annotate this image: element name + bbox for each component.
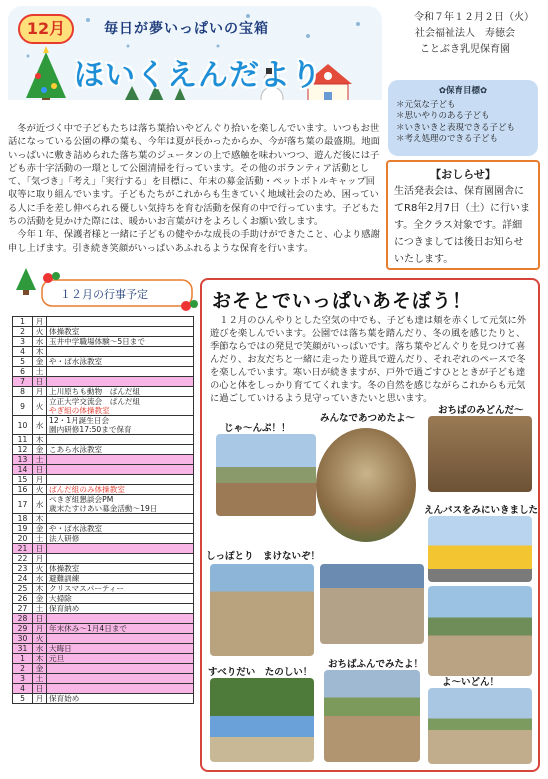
snow-ground xyxy=(8,100,382,116)
jumping-photo xyxy=(216,434,316,516)
event-text: 法人研修 xyxy=(49,534,80,543)
event-description xyxy=(47,544,194,554)
event-weekday: 日 xyxy=(33,377,47,387)
event-day: 12 xyxy=(13,445,33,455)
event-description xyxy=(47,624,194,634)
event-day: 3 xyxy=(13,674,33,684)
event-description xyxy=(47,475,194,485)
event-row xyxy=(13,574,194,584)
park-play-photo xyxy=(428,586,532,676)
event-row xyxy=(13,644,194,654)
event-weekday: 土 xyxy=(33,534,47,544)
event-row xyxy=(13,674,194,684)
event-weekday: 日 xyxy=(33,544,47,554)
event-day: 10 xyxy=(13,416,33,435)
event-day: 17 xyxy=(13,495,33,514)
event-day: 19 xyxy=(13,524,33,534)
event-row xyxy=(13,594,194,604)
article-title: おそとでいっぱいあそぼう！ xyxy=(212,290,473,312)
photo-caption: すべりだい たのしい！ xyxy=(208,667,313,678)
event-row xyxy=(13,465,194,475)
event-weekday: 火 xyxy=(33,634,47,644)
event-weekday: 月 xyxy=(33,554,47,564)
event-description xyxy=(47,694,194,704)
event-row xyxy=(13,514,194,524)
notice-box xyxy=(386,160,540,270)
event-row xyxy=(13,684,194,694)
event-description xyxy=(47,435,194,445)
slide-photo xyxy=(210,678,314,762)
event-text: や・ぱ水泳教室 xyxy=(49,524,103,533)
event-description xyxy=(47,654,194,664)
event-description xyxy=(47,445,194,455)
event-description xyxy=(47,684,194,694)
event-description xyxy=(47,534,194,544)
event-text: ぱんだ組のみ体操教室 xyxy=(49,485,125,494)
event-row xyxy=(13,455,194,465)
goal-item: ＊思いやりのある子ども xyxy=(396,111,490,121)
event-text: こあら水泳教室 xyxy=(49,445,103,454)
event-text: 上川原ちも動物 ぱんだ組 xyxy=(49,387,141,396)
event-weekday: 金 xyxy=(33,664,47,674)
event-description xyxy=(47,495,194,514)
event-weekday: 木 xyxy=(33,584,47,594)
intro-paragraph: 今年１年、保護者様と一緒に子どもの健やかな成長の手助けができたこと、心より感謝申し上げます。引き続き笑顔がいっぱいあふれるような保育を行います。 xyxy=(8,229,380,254)
playground-photo xyxy=(320,564,424,644)
event-weekday: 月 xyxy=(33,387,47,397)
photo-caption: おちばのみどんだ～ xyxy=(438,405,524,416)
event-row xyxy=(13,554,194,564)
event-text: 12・1月誕生日会 xyxy=(49,416,110,425)
event-day: 8 xyxy=(13,387,33,397)
event-row xyxy=(13,664,194,674)
event-weekday: 土 xyxy=(33,455,47,465)
event-row xyxy=(13,485,194,495)
event-weekday: 木 xyxy=(33,347,47,357)
event-text: 体操教室 xyxy=(49,564,80,573)
event-day: 1 xyxy=(13,317,33,327)
event-row xyxy=(13,694,194,704)
issuer-block xyxy=(390,10,540,58)
school-bus-photo xyxy=(428,516,532,582)
events-title: １２月の行事予定 xyxy=(60,288,148,301)
event-weekday: 金 xyxy=(33,594,47,604)
event-weekday: 火 xyxy=(33,485,47,495)
event-day: 28 xyxy=(13,614,33,624)
event-weekday: 火 xyxy=(33,397,47,416)
event-day: 2 xyxy=(13,327,33,337)
event-day: 11 xyxy=(13,435,33,445)
event-description xyxy=(47,524,194,534)
event-text: 避難訓練 xyxy=(49,574,80,583)
event-row xyxy=(13,347,194,357)
event-text: 立正大学交流会 ぱんだ組 xyxy=(49,397,141,406)
leaf-pile-photo xyxy=(316,428,416,542)
event-text: 体操教室 xyxy=(49,327,80,336)
event-description xyxy=(47,317,194,327)
event-text: 保育納め xyxy=(49,604,80,613)
event-weekday: 火 xyxy=(33,327,47,337)
event-row xyxy=(13,337,194,347)
leaf-stomp-photo xyxy=(324,670,420,762)
event-description xyxy=(47,455,194,465)
event-weekday: 月 xyxy=(33,694,47,704)
event-text: 大晦日 xyxy=(49,644,72,653)
event-description xyxy=(47,397,194,416)
photo-caption: おちばふんでみたよ！ xyxy=(328,659,424,670)
event-description xyxy=(47,564,194,574)
event-description xyxy=(47,554,194,564)
event-description xyxy=(47,465,194,475)
event-description xyxy=(47,634,194,644)
event-day: 20 xyxy=(13,534,33,544)
event-weekday: 金 xyxy=(33,357,47,367)
event-row xyxy=(13,624,194,634)
photo-caption: よ～いどん！ xyxy=(442,677,500,688)
event-weekday: 日 xyxy=(33,614,47,624)
event-description xyxy=(47,664,194,674)
event-row xyxy=(13,327,194,337)
event-weekday: 月 xyxy=(33,475,47,485)
event-weekday: 土 xyxy=(33,604,47,614)
event-day: 24 xyxy=(13,574,33,584)
event-day: 30 xyxy=(13,634,33,644)
outdoor-play-article xyxy=(200,278,540,772)
event-day: 5 xyxy=(13,357,33,367)
event-description xyxy=(47,614,194,624)
intro-paragraph: 冬が近づく中で子どもたちは落ち葉拾いやどんぐり拾いを楽しんでいます。いつもお世話になっている公園の欅の葉も、今年は夏が長かったからか、今が落ち葉の最盛期。地面いっぱいに敷き詰められた落ち葉のジュータンの上で感触を味わいつつ、遊んだ後には子ども赤十字活動の一環として公園清掃を行っています。その他のボランティア活動として、「気づき」「考え」「実行する」を目標に、年末の募金活動・ペットボトルキャップ回収等に取り組んでいます。子どもたちがこれからも生きていく地域社会のため、困っている人に手を差し伸べられる優しい気持ちを育む活動を保育の中で行っています。子どもたちの活動を見かけた際には、暖かいお言葉がけをよろしくお願い致します。 xyxy=(8,123,380,228)
event-text: 園内研修17:50まで保育 xyxy=(49,425,132,434)
event-weekday: 土 xyxy=(33,674,47,684)
article-body: １２月のひんやりとした空気の中でも、子ども達は頬を赤くして元気に外遊びを楽しんでいます。公園では落ち葉を踏んだり、冬の風を感じたりと、季節ならではの発見で笑顔がいっぱいです。落ち葉やどんぐりを見つけて喜んだり、お友だちと一緒に走ったり遊具で遊んだり、それぞれのペースで冬を楽しんでいます。寒い日が続きますが、戸外で過ごすひとときが子ども達の心と体をしっかり育ててくれます。冬の自然を感じながらこれからも元気に過ごしていけるよう見守っていきたいと思います。 xyxy=(210,315,527,404)
event-description xyxy=(47,337,194,347)
event-row xyxy=(13,377,194,387)
event-day: 22 xyxy=(13,554,33,564)
event-description xyxy=(47,594,194,604)
event-day: 21 xyxy=(13,544,33,554)
race-photo xyxy=(428,688,532,764)
event-text: 年末休み～1月4日まで xyxy=(49,624,128,633)
event-day: 1 xyxy=(13,654,33,664)
event-row xyxy=(13,634,194,644)
event-day: 25 xyxy=(13,584,33,594)
header-banner xyxy=(8,6,382,116)
event-description xyxy=(47,584,194,594)
photo-caption: みんなであつめたよ～ xyxy=(320,413,416,424)
event-weekday: 水 xyxy=(33,416,47,435)
event-day: 9 xyxy=(13,397,33,416)
event-row xyxy=(13,584,194,594)
event-day: 16 xyxy=(13,485,33,495)
leaves-photo xyxy=(428,416,532,492)
event-row xyxy=(13,397,194,416)
event-text: 元旦 xyxy=(49,654,65,663)
event-weekday: 月 xyxy=(33,624,47,634)
event-row xyxy=(13,614,194,624)
goal-item: ＊元気な子ども xyxy=(396,99,456,110)
event-text: ぺきぎ組懇談会PM xyxy=(49,495,114,504)
event-text: 玉井中学職場体験～5日まで xyxy=(49,337,145,346)
events-table xyxy=(12,316,194,704)
event-description xyxy=(47,674,194,684)
event-row xyxy=(13,435,194,445)
childcare-goals xyxy=(388,80,538,156)
event-row xyxy=(13,544,194,554)
event-row xyxy=(13,534,194,544)
event-description xyxy=(47,377,194,387)
photo-caption: えんバスをみにいきました xyxy=(424,505,539,516)
event-text: 保育始め xyxy=(49,694,80,703)
event-description xyxy=(47,644,194,654)
event-row xyxy=(13,367,194,377)
photo-caption: じゃ～んぷ！！ xyxy=(224,423,291,434)
event-day: 4 xyxy=(13,347,33,357)
event-row xyxy=(13,387,194,397)
event-weekday: 木 xyxy=(33,435,47,445)
event-description xyxy=(47,416,194,435)
event-description xyxy=(47,327,194,337)
goal-item: ＊考え処理のできる子ども xyxy=(396,134,499,144)
event-description xyxy=(47,574,194,584)
event-day: 7 xyxy=(13,377,33,387)
tail-tag-photo xyxy=(210,564,314,656)
intro-text xyxy=(8,122,380,255)
event-day: 13 xyxy=(13,455,33,465)
event-description xyxy=(47,387,194,397)
event-row xyxy=(13,524,194,534)
event-day: 31 xyxy=(13,644,33,654)
notice-body: 生活発表会は、保育園園舎にてR8年2月7日（土）に行います。全クラス対象です。詳細につきましては後日お知らせいたします。 xyxy=(394,186,531,265)
event-day: 4 xyxy=(13,684,33,694)
event-text: や・ぱ水泳教室 xyxy=(49,357,103,366)
event-day: 27 xyxy=(13,604,33,614)
event-row xyxy=(13,317,194,327)
event-weekday: 水 xyxy=(33,644,47,654)
newsletter-subtitle: 毎日が夢いっぱいの宝箱 xyxy=(104,21,269,37)
event-day: 18 xyxy=(13,514,33,524)
organization-name: 社会福祉法人 寿徳会 xyxy=(415,28,515,39)
event-day: 23 xyxy=(13,564,33,574)
newsletter-title: ほいくえんだより xyxy=(74,58,322,93)
month-badge: 12月 xyxy=(18,14,74,44)
event-description xyxy=(47,514,194,524)
event-day: 2 xyxy=(13,664,33,674)
event-text: 大掃除 xyxy=(49,594,72,603)
event-weekday: 日 xyxy=(33,465,47,475)
event-weekday: 木 xyxy=(33,654,47,664)
photo-caption: しっぽとり まけないぞ！ xyxy=(206,551,321,562)
event-row xyxy=(13,604,194,614)
event-day: 26 xyxy=(13,594,33,604)
event-description xyxy=(47,485,194,495)
event-weekday: 土 xyxy=(33,367,47,377)
event-description xyxy=(47,367,194,377)
school-name: ことぶき乳児保育園 xyxy=(420,44,510,55)
event-weekday: 火 xyxy=(33,564,47,574)
notice-heading: 【おしらせ】 xyxy=(430,168,496,181)
event-day: 14 xyxy=(13,465,33,475)
event-description xyxy=(47,604,194,614)
event-row xyxy=(13,495,194,514)
event-day: 29 xyxy=(13,624,33,634)
event-row xyxy=(13,357,194,367)
event-row xyxy=(13,654,194,664)
event-text: やぎ組の体操教室 xyxy=(49,406,110,415)
event-weekday: 水 xyxy=(33,574,47,584)
event-row xyxy=(13,416,194,435)
event-text: クリスマスパーティー xyxy=(49,584,125,593)
event-day: 15 xyxy=(13,475,33,485)
event-text: 歳末たすけあい募金活動～19日 xyxy=(49,504,158,513)
event-weekday: 月 xyxy=(33,317,47,327)
event-day: 5 xyxy=(13,694,33,704)
event-weekday: 木 xyxy=(33,514,47,524)
event-weekday: 金 xyxy=(33,445,47,455)
event-day: 3 xyxy=(13,337,33,347)
event-weekday: 水 xyxy=(33,495,47,514)
event-weekday: 金 xyxy=(33,524,47,534)
event-weekday: 日 xyxy=(33,684,47,694)
event-row xyxy=(13,564,194,574)
event-row xyxy=(13,445,194,455)
event-description xyxy=(47,357,194,367)
event-row xyxy=(13,475,194,485)
event-day: 6 xyxy=(13,367,33,377)
goal-item: ＊いきいきと表現できる子ども xyxy=(396,122,516,133)
goals-heading: ✿保育目標✿ xyxy=(438,86,488,96)
event-description xyxy=(47,347,194,357)
event-weekday: 水 xyxy=(33,337,47,347)
issue-date: 令和７年１２月２日（火） xyxy=(414,12,534,23)
events-heading xyxy=(12,266,204,312)
